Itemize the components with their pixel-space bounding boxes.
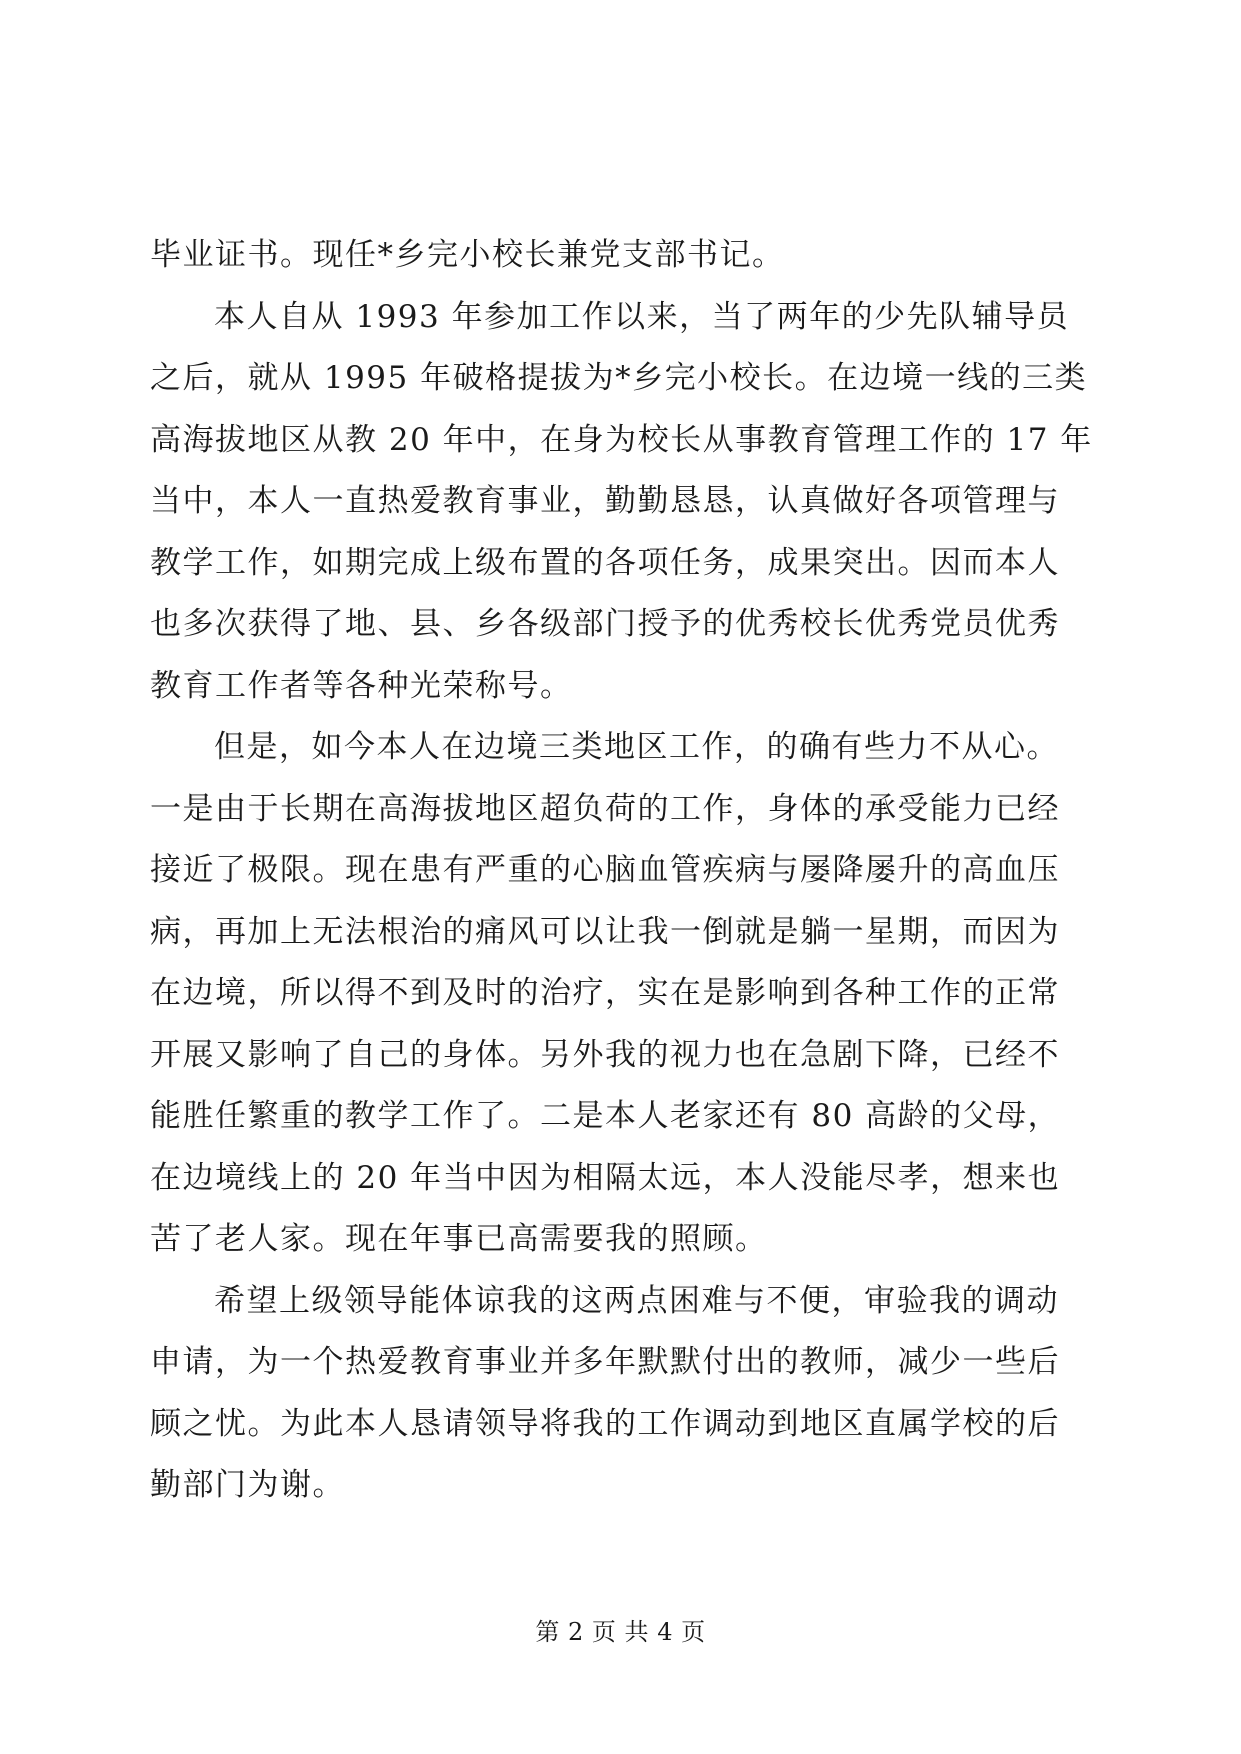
text-line: 苦了老人家。现在年事已高需要我的照顾。 <box>150 1221 768 1257</box>
text-line: 教学工作，如期完成上级布置的各项任务，成果突出。因而本人 <box>150 544 1060 581</box>
text-line: 也多次获得了地、县、乡各级部门授予的优秀校长优秀党员优秀 <box>150 606 1060 642</box>
body-text <box>150 225 1093 1517</box>
text-line: 当中，本人一直热爱教育事业，勤勤恳恳，认真做好各项管理与 <box>150 483 1060 519</box>
text-line: 但是，如今本人在边境三类地区工作，的确有些力不从心。 <box>214 729 1059 765</box>
text-line: 接近了极限。现在患有严重的心脑血管疾病与屡降屡升的高血压 <box>150 852 1060 888</box>
text-line: 一是由于长期在高海拔地区超负荷的工作，身体的承受能力已经 <box>150 790 1060 827</box>
text-line: 开展又影响了自己的身体。另外我的视力也在急剧下降，已经不 <box>150 1036 1060 1073</box>
text-line: 能胜任繁重的教学工作了。二是本人老家还有 80 高龄的父母， <box>150 1098 1061 1134</box>
text-line: 在边境线上的 20 年当中因为相隔太远，本人没能尽孝，想来也 <box>150 1159 1061 1196</box>
text-line: 高海拔地区从教 20 年中，在身为校长从事教育管理工作的 17 年 <box>150 421 1093 458</box>
text-line: 教育工作者等各种光荣称号。 <box>150 667 573 704</box>
text-line: 本人自从 1993 年参加工作以来，当了两年的少先队辅导员 <box>214 298 1070 335</box>
text-line: 病，再加上无法根治的痛风可以让我一倒就是躺一星期，而因为 <box>150 913 1060 950</box>
page-number-label: 第 2 页 共 4 页 <box>535 1618 706 1646</box>
text-line: 毕业证书。现任*乡完小校长兼党支部书记。 <box>150 237 785 273</box>
text-line: 在边境，所以得不到及时的治疗，实在是影响到各种工作的正常 <box>150 975 1060 1011</box>
text-line: 勤部门为谢。 <box>150 1467 345 1503</box>
text-line: 希望上级领导能体谅我的这两点困难与不便，审验我的调动 <box>214 1282 1059 1319</box>
page-footer <box>0 1612 1241 1647</box>
text-line: 之后，就从 1995 年破格提拔为*乡完小校长。在边境一线的三类 <box>150 360 1088 396</box>
text-line: 申请，为一个热爱教育事业并多年默默付出的教师，减少一些后 <box>150 1344 1060 1380</box>
text-line: 顾之忧。为此本人恳请领导将我的工作调动到地区直属学校的后 <box>150 1405 1060 1442</box>
